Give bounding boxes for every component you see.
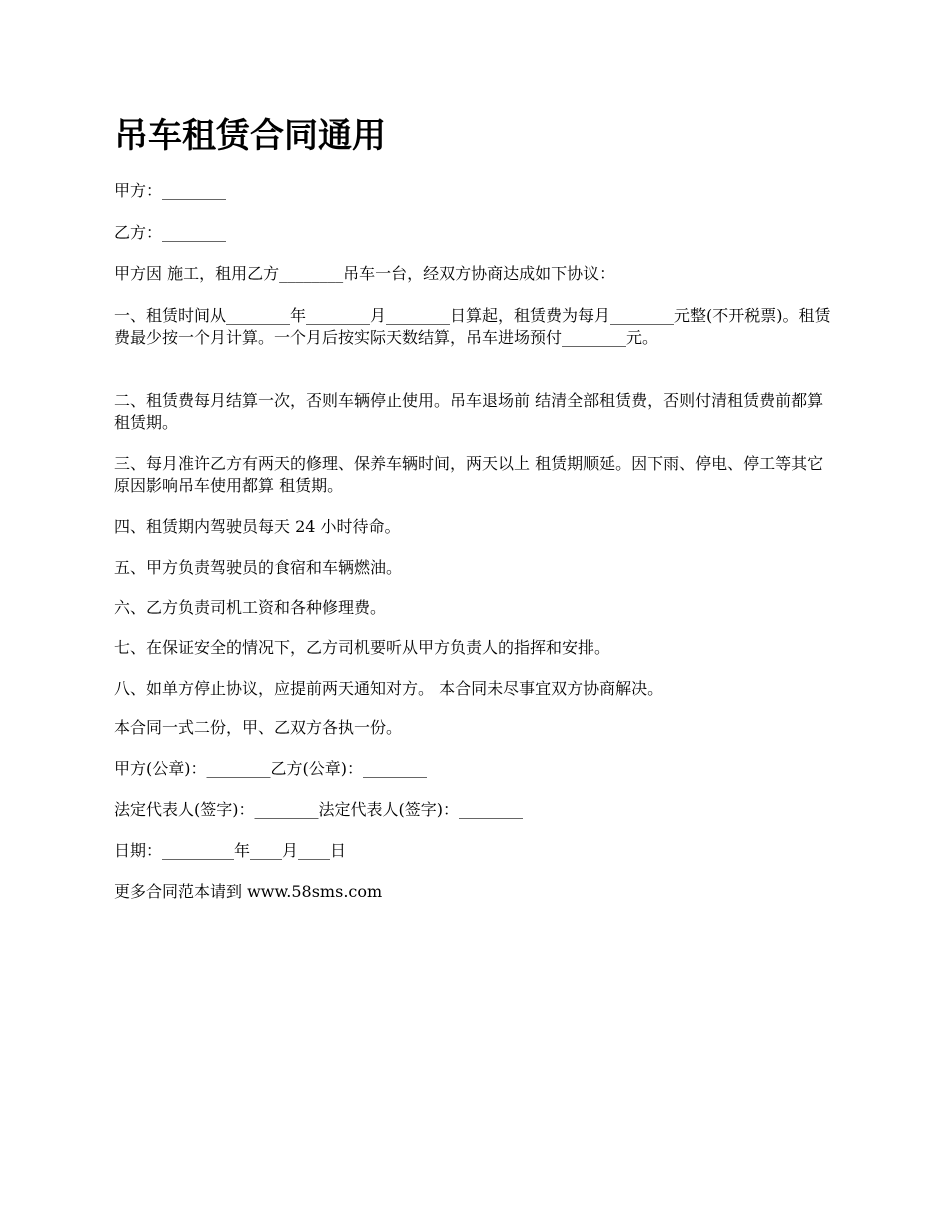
seal-line: 甲方(公章)：________乙方(公章)：________ [114,759,427,778]
party-b-line: 乙方：________ [114,223,227,242]
clause-5-lodging-fuel: 五、甲方负责驾驶员的食宿和车辆燃油。 [114,558,403,577]
signature-line: 法定代表人(签字)：________法定代表人(签字)：________ [114,800,523,819]
document-title: 吊车租赁合同通用 [114,116,386,156]
clause-6-wages-repairs: 六、乙方负责司机工资和各种修理费。 [114,598,387,617]
party-a-line: 甲方：________ [114,181,227,200]
preamble-paragraph: 甲方因 施工，租用乙方________吊车一台，经双方协商达成如下协议： [114,264,616,283]
date-line: 日期：_________年____月____日 [114,841,347,860]
footer-link-text: 更多合同范本请到 www.58sms.com [114,882,383,901]
clause-7-safety: 七、在保证安全的情况下，乙方司机要听从甲方负责人的指挥和安排。 [114,638,611,657]
clause-4-standby: 四、租赁期内驾驶员每天 24 小时待命。 [114,517,401,536]
clause-2-settlement: 二、租赁费每月结算一次，否则车辆停止使用。吊车退场前 结清全部租赁费，否则付清租赁费前都算租赁期。 [114,391,824,432]
copies-statement: 本合同一式二份，甲、乙双方各执一份。 [114,718,403,737]
clause-1-lease-term: 一、租赁时间从________年________月________日算起，租赁费为每月________元整(不开税票)。租赁费最少按一个月计算。一个月后按实际天数结算，吊车进场预付________元。 [114,306,831,347]
clause-8-termination: 八、如单方停止协议，应提前两天通知对方。 本合同未尽事宜双方协商解决。 [114,679,664,698]
clause-3-maintenance: 三、每月准许乙方有两天的修理、保养车辆时间，两天以上 租赁期顺延。因下雨、停电、停工等其它原因影响吊车使用都算 租赁期。 [114,454,824,495]
